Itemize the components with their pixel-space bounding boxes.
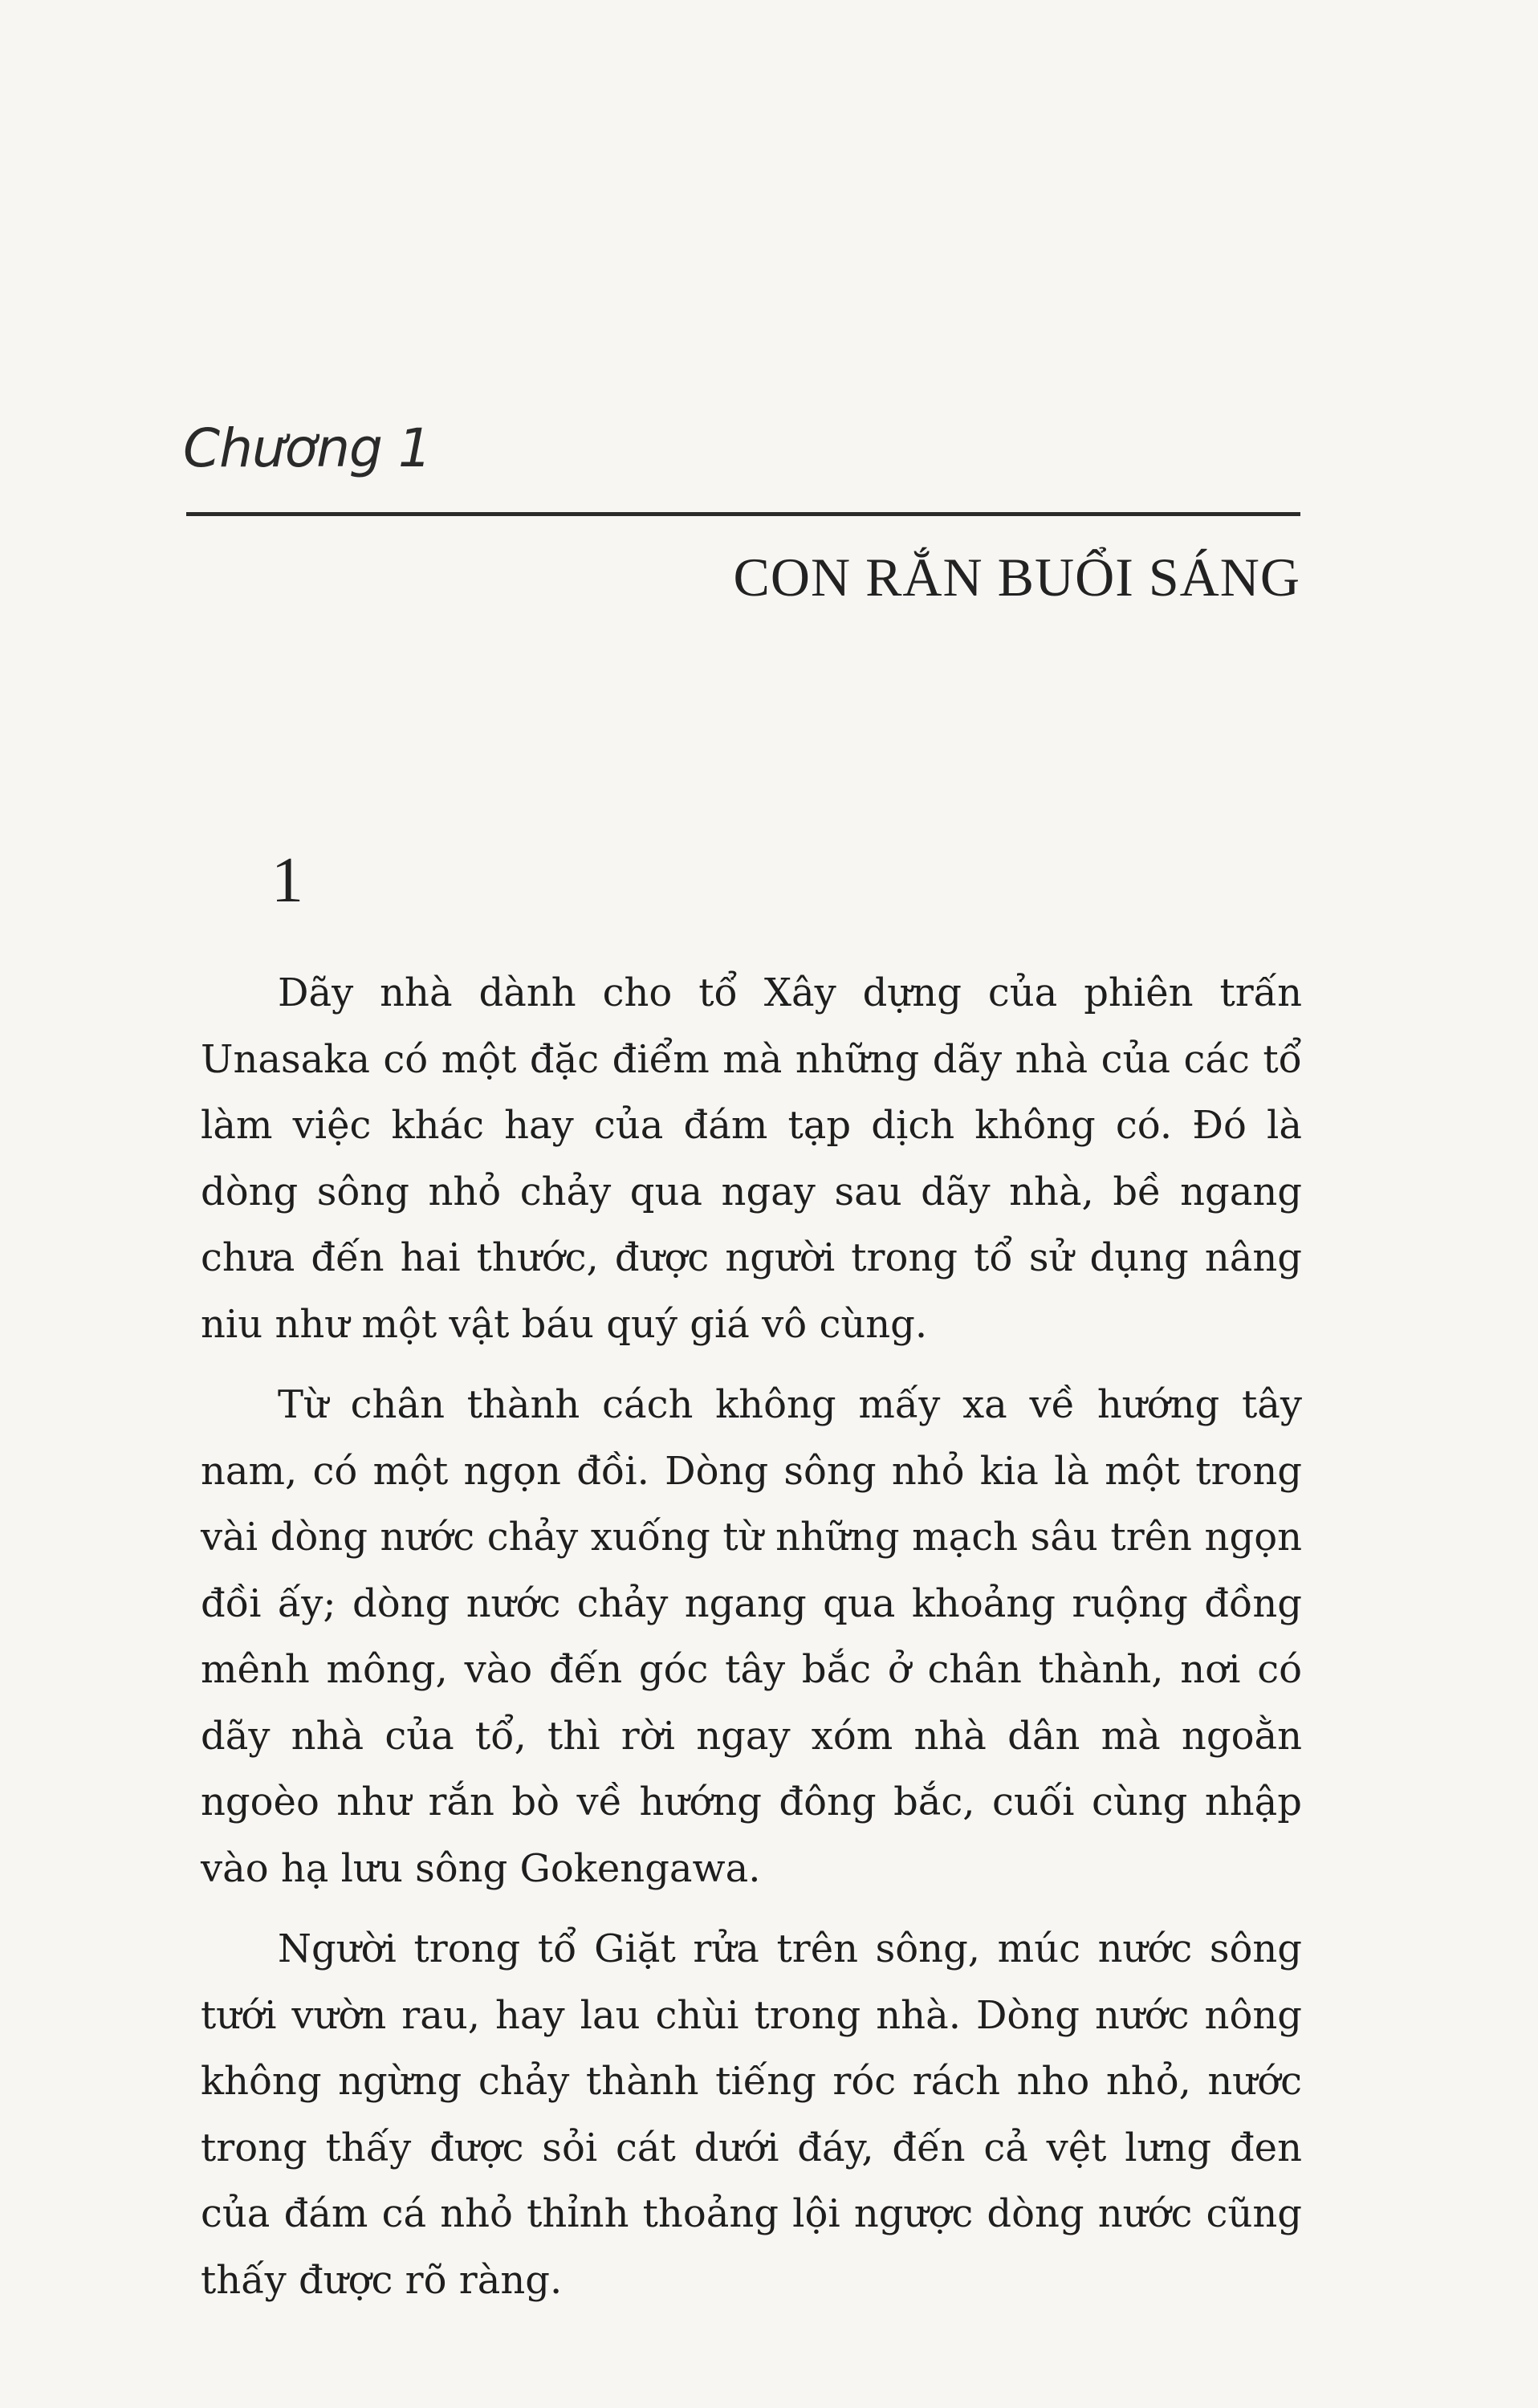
paragraph: Dãy nhà dành cho tổ Xây dựng của phiên trấn Unasaka có một đặc điểm mà những dãy nhà của các tổ làm việc khác hay của đám tạp dịch không có. Đó là dòng sông nhỏ chảy qua ngay sau dãy nhà, bề ngang chưa đến hai thước, được người trong tổ sử dụng nâng niu như một vật báu quý giá vô cùng. <box>201 970 1302 1347</box>
chapter-title: CON RẮN BUỔI SÁNG <box>733 547 1300 608</box>
chapter-divider <box>186 512 1300 516</box>
body-text <box>201 960 1302 2328</box>
section-number: 1 <box>271 845 303 916</box>
paragraph: Người trong tổ Giặt rửa trên sông, múc nước sông tưới vườn rau, hay lau chùi trong nhà. Dòng nước nông không ngừng chảy thành tiếng róc rách nho nhỏ, nước trong thấy được sỏi cát dưới đáy, đến cả vệt lưng đen của đám cá nhỏ thỉnh thoảng lội ngược dòng nước cũng thấy được rõ ràng. <box>201 1926 1302 2303</box>
paragraph: Từ chân thành cách không mấy xa về hướng tây nam, có một ngọn đồi. Dòng sông nhỏ kia là một trong vài dòng nước chảy xuống từ những mạch sâu trên ngọn đồi ấy; dòng nước chảy ngang qua khoảng ruộng đồng mênh mông, vào đến góc tây bắc ở chân thành, nơi có dãy nhà của tổ, thì rời ngay xóm nhà dân mà ngoằn ngoèo như rắn bò về hướng đông bắc, cuối cùng nhập vào hạ lưu sông Gokengawa. <box>201 1382 1302 1891</box>
chapter-label: Chương 1 <box>183 417 431 479</box>
